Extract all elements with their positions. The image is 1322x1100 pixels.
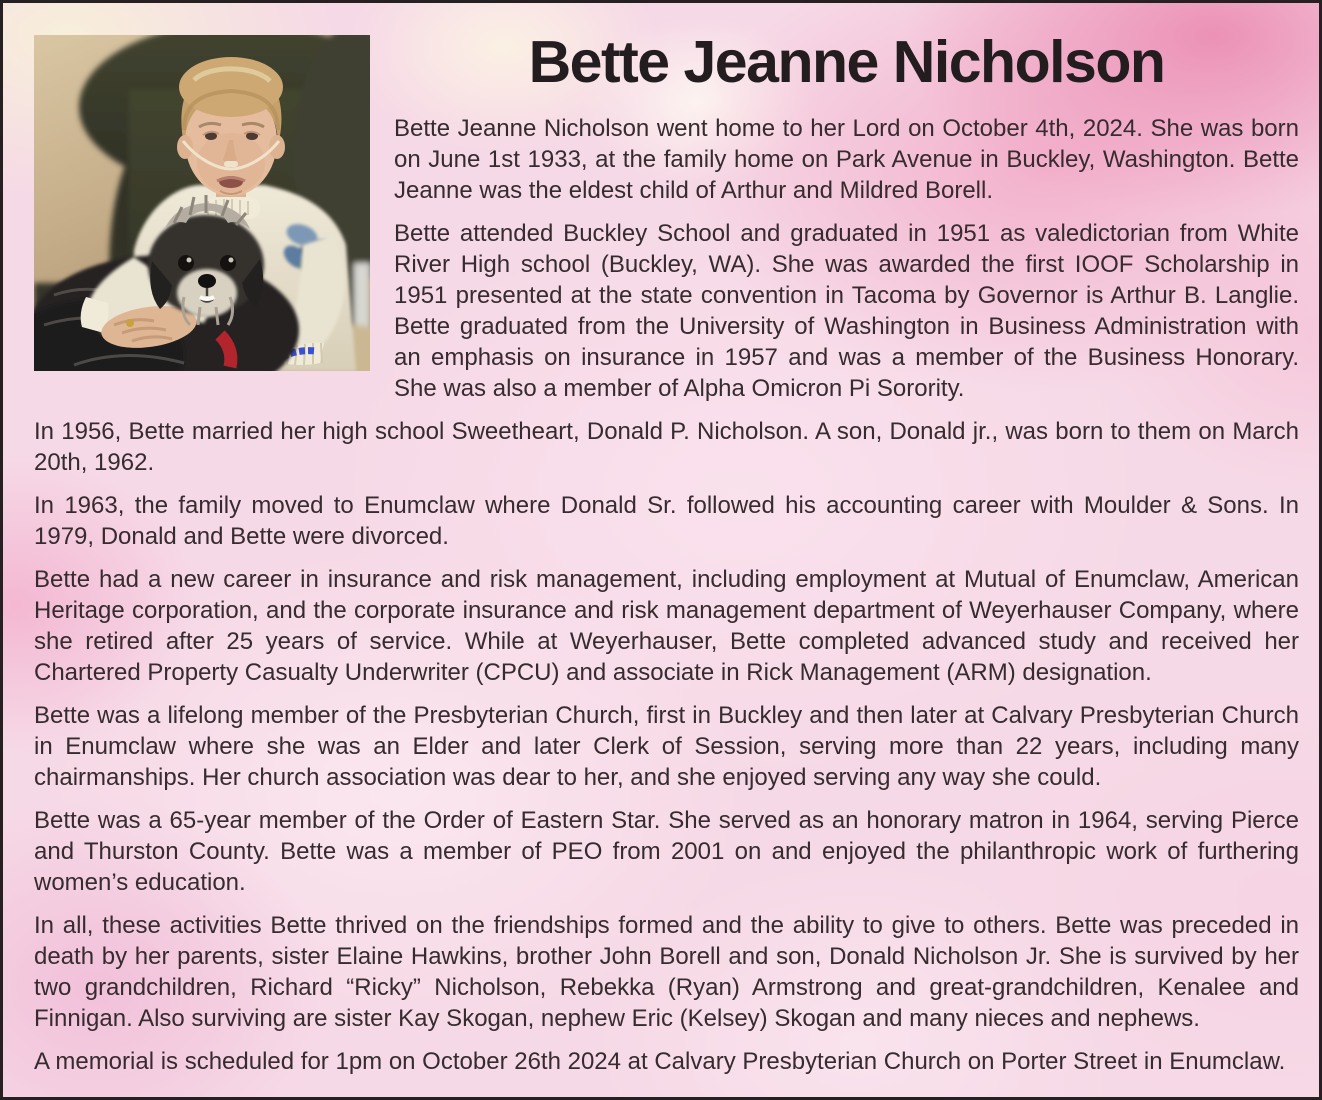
obituary-paragraph-career: Bette had a new career in insurance and risk management, including employment at Mutual of Enumclaw, American Heritage corporation, and the corporate insurance and risk management department of Weyerhauser Company, where she retired after 25 years of service. While at Weyerhauser, Bette completed advanced study and received her Chartered Property Casualty Underwriter (CPCU) and associate in Rick Management (ARM) designation.: [34, 565, 1299, 686]
page-title: Bette Jeanne Nicholson: [528, 29, 1165, 95]
obituary-paragraph-family: In all, these activities Bette thrived on the friendships formed and the ability to give to others. Bette was preceded in death by her parents, sister Elaine Hawkins, brother John Borell and son, Donald Nicholson Jr. She is survived by her two grandchildren, Richard “Ricky” Nicholson, Rebekka (Ryan) Armstrong and great-grandchildren, Kenalee and Finnigan. Also surviving are sister Kay Skogan, nephew Eric (Kelsey) Skogan and many nieces and nephews.: [34, 911, 1299, 1032]
obituary-paragraph-enumclaw: In 1963, the family moved to Enumclaw where Donald Sr. followed his accounting career with Moulder & Sons. In 1979, Donald and Bette were divorced.: [34, 491, 1299, 550]
obituary-paragraph-education: Bette attended Buckley School and graduated in 1951 as valedictorian from White River High school (Buckley, WA). She was awarded the first IOOF Scholarship in 1951 presented at the state convention in Tacoma by Governor is Arthur B. Langlie. Bette graduated from the University of Washington in Business Administration with an emphasis on insurance in 1957 and was a member of the Business Honorary. She was also a member of Alpha Omicron Pi Sorority.: [394, 219, 1299, 402]
portrait-photo-illustration: [34, 35, 370, 371]
portrait-photo: [34, 35, 370, 371]
obituary-paragraph-intro: Bette Jeanne Nicholson went home to her Lord on October 4th, 2024. She was born on June 1st 1933, at the family home on Park Avenue in Buckley, Washington. Bette Jeanne was the eldest child of Arthur and Mildred Borell.: [394, 114, 1299, 204]
obituary-paragraph-church: Bette was a lifelong member of the Presbyterian Church, first in Buckley and then later at Calvary Presbyterian Church in Enumclaw where she was an Elder and later Clerk of Session, serving more than 22 years, including many chairmanships. Her church association was dear to her, and she enjoyed serving any way she could.: [34, 701, 1299, 791]
obituary-paragraph-societies: Bette was a 65-year member of the Order of Eastern Star. She served as an honorary matron in 1964, serving Pierce and Thurston County. Bette was a member of PEO from 2001 on and enjoyed the philanthropic work of furthering women’s education.: [34, 806, 1299, 896]
obituary-paragraph-memorial: A memorial is scheduled for 1pm on October 26th 2024 at Calvary Presbyterian Church on Porter Street in Enumclaw.: [34, 1047, 1286, 1075]
obituary-paragraph-marriage: In 1956, Bette married her high school Sweetheart, Donald P. Nicholson. A son, Donald jr., was born to them on March 20th, 1962.: [34, 417, 1299, 476]
